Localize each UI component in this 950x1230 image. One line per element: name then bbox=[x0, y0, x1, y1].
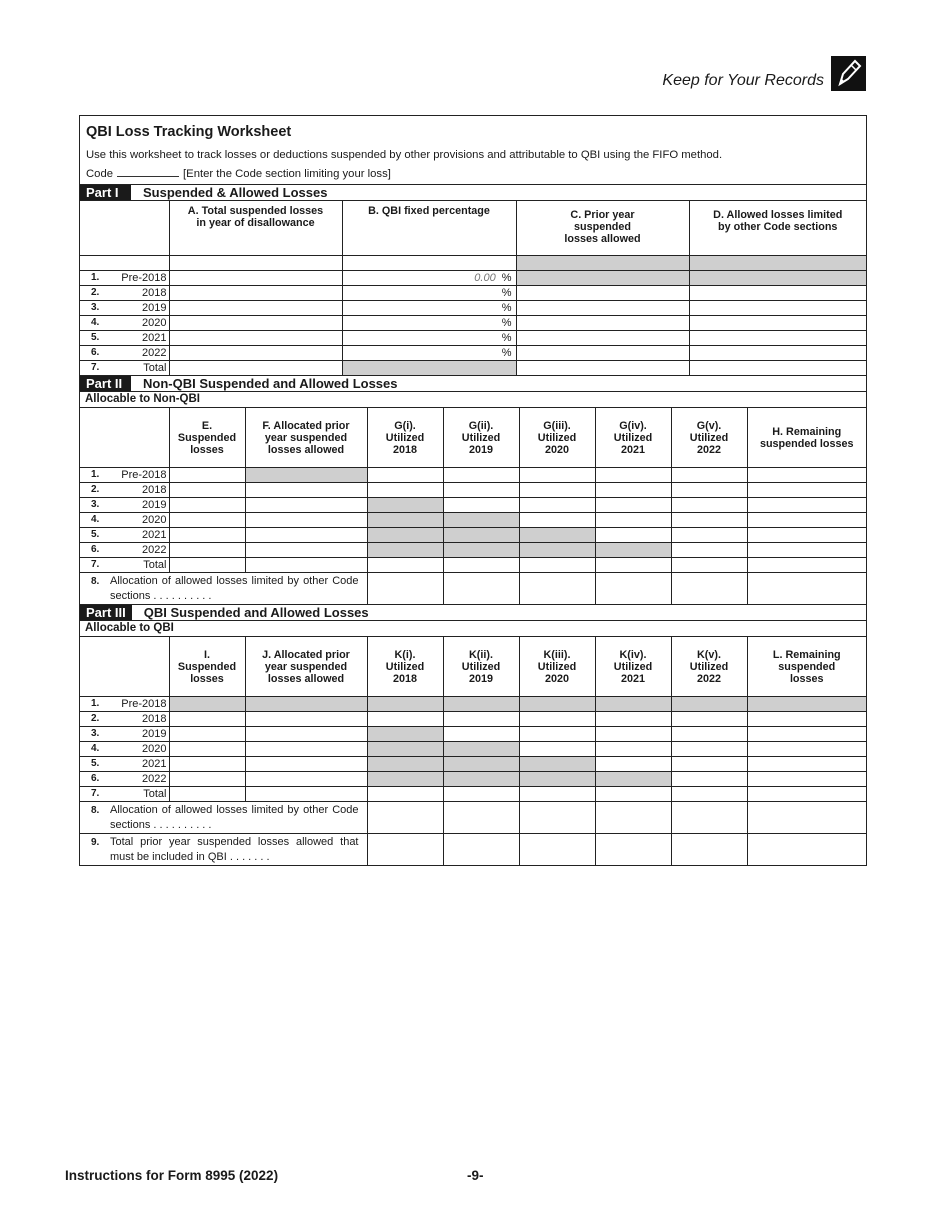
table-row: 1. Pre-2018 bbox=[80, 697, 866, 712]
col-e-header: E. Suspended losses bbox=[169, 408, 245, 468]
table-row: 2. 2018 bbox=[80, 483, 866, 498]
col-k3-header: K(iii). Utilized 2020 bbox=[519, 637, 595, 697]
part1-label: Part I bbox=[80, 185, 131, 200]
table-row: 4. 2020 bbox=[80, 513, 866, 528]
col-g4-header: G(iv). Utilized 2021 bbox=[595, 408, 671, 468]
part2-header bbox=[80, 375, 866, 392]
table-row: 5. 2021 % bbox=[80, 331, 866, 346]
worksheet-title: QBI Loss Tracking Worksheet bbox=[86, 124, 292, 140]
page-number: -9- bbox=[467, 1168, 484, 1183]
part1-title: Suspended & Allowed Losses bbox=[143, 185, 328, 200]
table-row: 2. 2018 % bbox=[80, 286, 866, 301]
table-row-allocation: 8. Allocation of allowed losses limited by other Code sections . . . . . . . . . . bbox=[80, 573, 866, 605]
keep-for-records: Keep for Your Records bbox=[662, 72, 824, 89]
table-row: 3. 2019 bbox=[80, 498, 866, 513]
col-c-header: C. Prior year suspended losses allowed bbox=[516, 201, 689, 256]
part2-table bbox=[80, 408, 866, 604]
table-row: 6. 2022 bbox=[80, 772, 866, 787]
col-j-header: J. Allocated prior year suspended losses allowed bbox=[245, 637, 367, 697]
table-row-total: 7. Total bbox=[80, 787, 866, 802]
table-row: 1. Pre-2018 0.00 % bbox=[80, 271, 866, 286]
col-k1-header: K(i). Utilized 2018 bbox=[367, 637, 443, 697]
col-g3-header: G(iii). Utilized 2020 bbox=[519, 408, 595, 468]
col-h-header: H. Remaining suspended losses bbox=[747, 408, 866, 468]
code-label: Code bbox=[86, 168, 114, 180]
part1-table bbox=[80, 201, 866, 375]
col-g5-header: G(v). Utilized 2022 bbox=[671, 408, 747, 468]
footer-form-title: Instructions for Form 8995 (2022) bbox=[65, 1168, 279, 1183]
col-g2-header: G(ii). Utilized 2019 bbox=[443, 408, 519, 468]
col-k4-header: K(iv). Utilized 2021 bbox=[595, 637, 671, 697]
col-l-header: L. Remaining suspended losses bbox=[747, 637, 866, 697]
table-row-total: 7. Total bbox=[80, 558, 866, 573]
col-b-header: B. QBI fixed percentage bbox=[342, 201, 516, 256]
col-k2-header: K(ii). Utilized 2019 bbox=[443, 637, 519, 697]
qbi-percentage-field[interactable]: 0.00 % bbox=[342, 271, 516, 286]
table-row-qbi-included: 9. Total prior year suspended losses allowed that must be included in QBI . . . . . . . bbox=[80, 834, 866, 866]
table-row: 6. 2022 bbox=[80, 543, 866, 558]
code-input[interactable] bbox=[117, 166, 179, 177]
col-d-header: D. Allowed losses limited by other Code sections bbox=[689, 201, 866, 256]
qbi-loss-worksheet bbox=[79, 115, 867, 866]
table-row: 1. Pre-2018 bbox=[80, 468, 866, 483]
table-row: 4. 2020 % bbox=[80, 316, 866, 331]
table-row-total: 7. Total bbox=[80, 361, 866, 376]
pencil-icon bbox=[831, 56, 866, 91]
worksheet-description: Use this worksheet to track losses or deductions suspended by other provisions and attributable to QBI using the FIFO method. bbox=[86, 149, 723, 161]
part3-label: Part III bbox=[80, 605, 132, 620]
worksheet-header bbox=[80, 116, 866, 185]
table-row: 2. 2018 bbox=[80, 712, 866, 727]
code-line bbox=[86, 166, 860, 180]
part3-table bbox=[80, 637, 866, 865]
part1-header bbox=[80, 185, 866, 201]
col-k5-header: K(v). Utilized 2022 bbox=[671, 637, 747, 697]
col-f-header: F. Allocated prior year suspended losses allowed bbox=[245, 408, 367, 468]
col-a-header: A. Total suspended losses in year of disallowance bbox=[169, 201, 342, 256]
table-row: 5. 2021 bbox=[80, 528, 866, 543]
row-label-header bbox=[80, 201, 169, 256]
part3-title: QBI Suspended and Allowed Losses bbox=[143, 605, 369, 620]
part2-label: Part II bbox=[80, 376, 131, 391]
table-row: 3. 2019 bbox=[80, 727, 866, 742]
table-row-allocation: 8. Allocation of allowed losses limited by other Code sections . . . . . . . . . . bbox=[80, 802, 866, 834]
part2-title: Non-QBI Suspended and Allowed Losses bbox=[143, 376, 398, 391]
table-row: 6. 2022 % bbox=[80, 346, 866, 361]
col-i-header: I. Suspended losses bbox=[169, 637, 245, 697]
code-hint: [Enter the Code section limiting your loss] bbox=[183, 168, 391, 180]
table-row: 5. 2021 bbox=[80, 757, 866, 772]
table-row: 3. 2019 % bbox=[80, 301, 866, 316]
part3-allocable: Allocable to QBI bbox=[80, 621, 866, 637]
col-g1-header: G(i). Utilized 2018 bbox=[367, 408, 443, 468]
part2-allocable: Allocable to Non-QBI bbox=[80, 392, 866, 408]
part3-header bbox=[80, 604, 866, 621]
table-row: 4. 2020 bbox=[80, 742, 866, 757]
